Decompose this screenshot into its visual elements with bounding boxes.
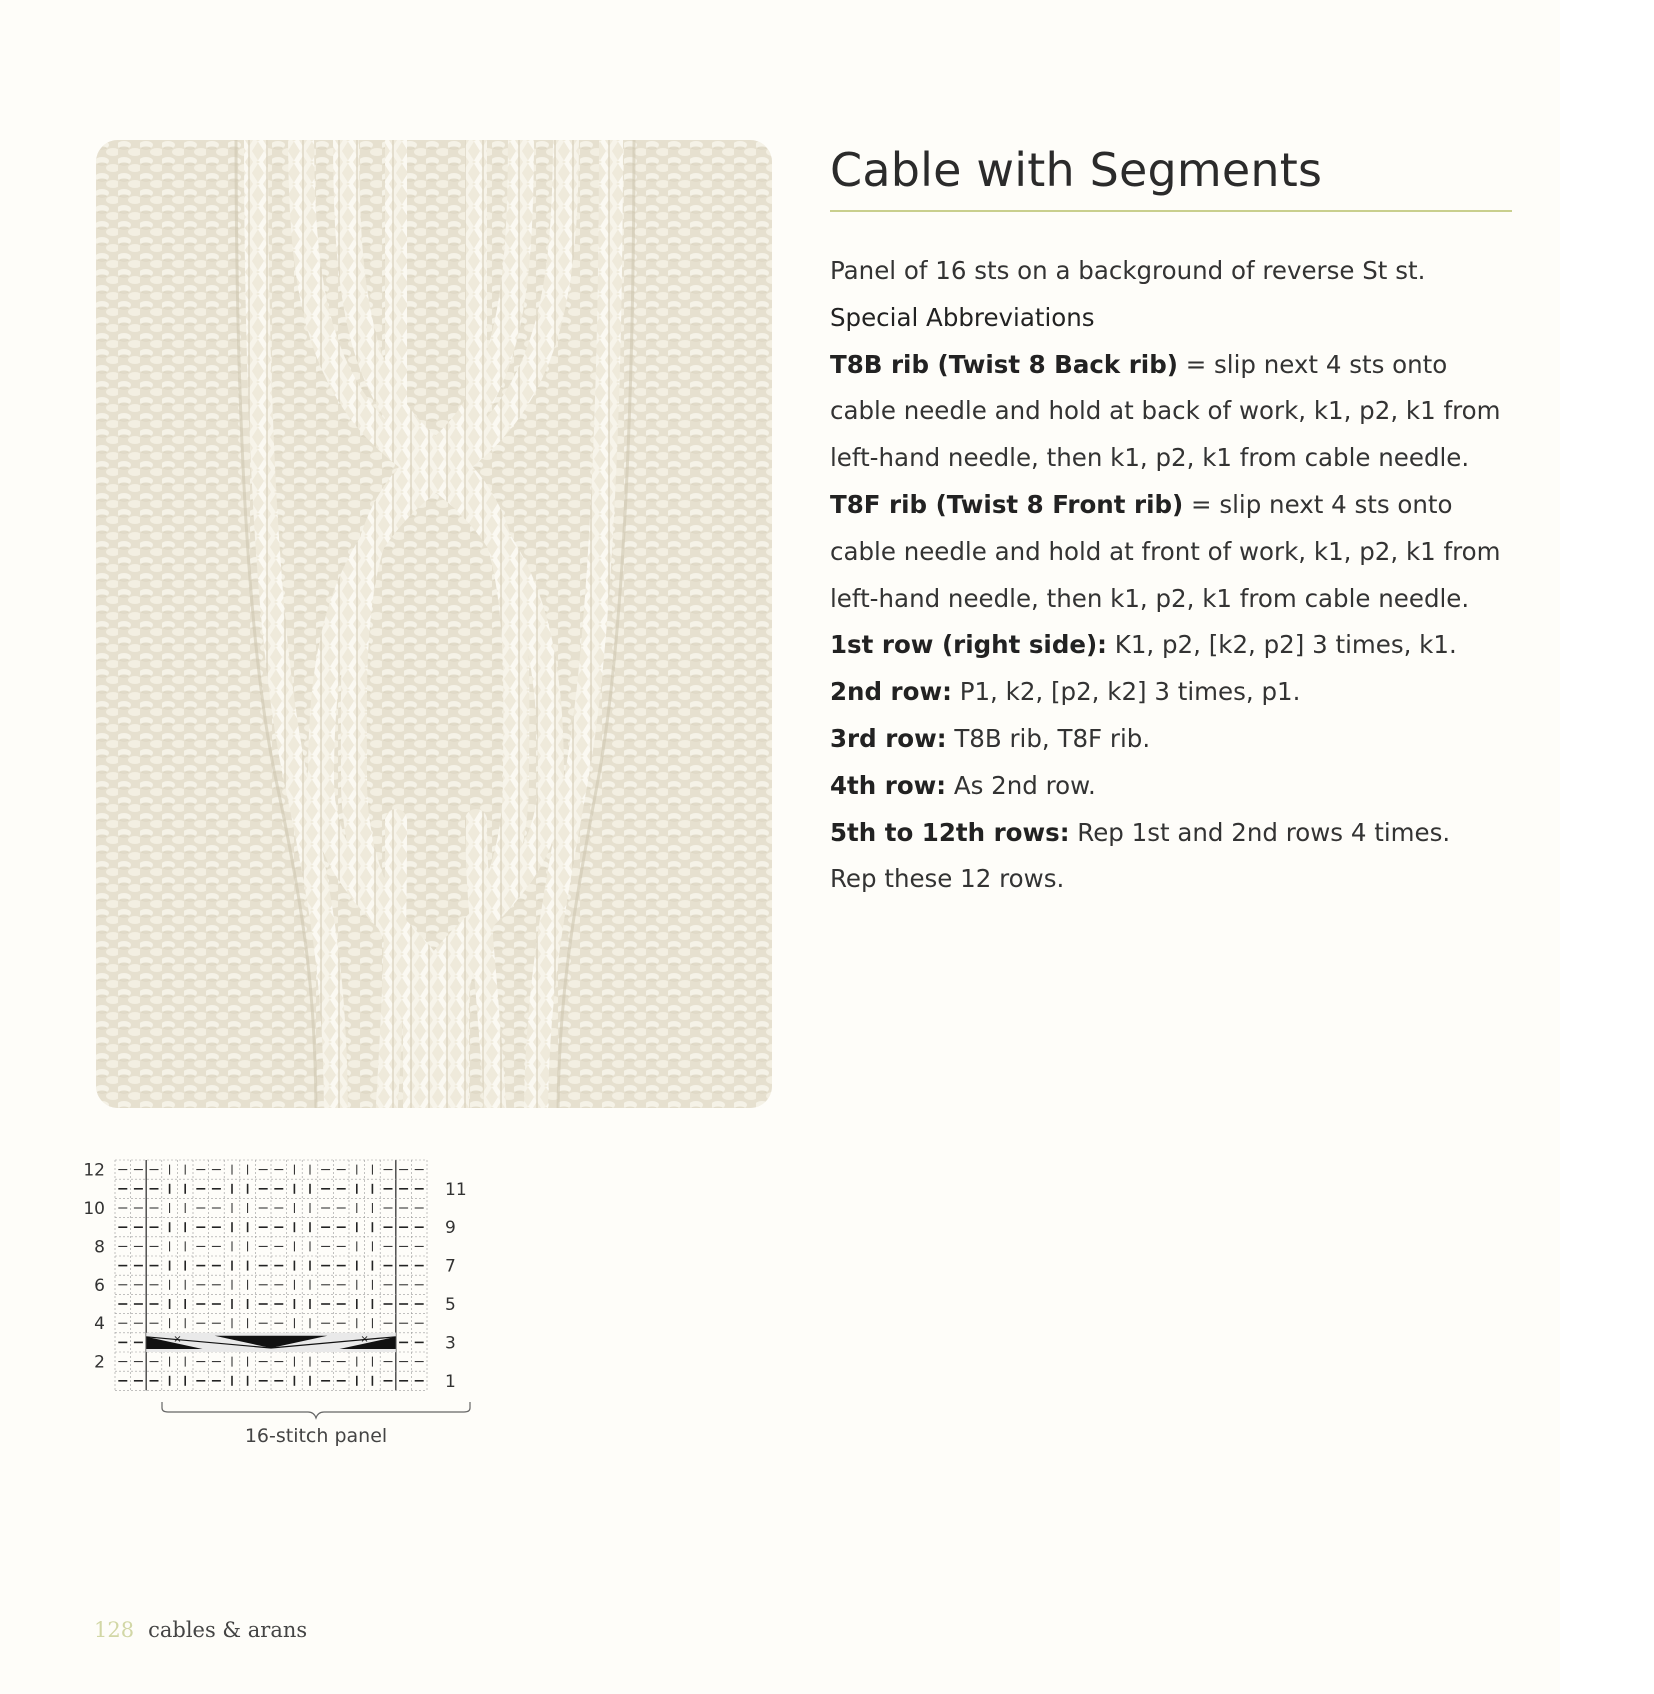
row-instruction [830,763,1520,810]
row-number-right: 7 [445,1256,456,1277]
cable-cross-mark: × [173,1333,182,1345]
cable-cross-mark: × [360,1333,369,1345]
pattern-instructions [830,248,1520,903]
intro-text: Panel of 16 sts on a background of reverse St st. [830,256,1426,285]
abbreviation-term: T8F rib (Twist 8 Front rib) [830,489,1184,519]
page-footer [94,1618,307,1642]
row-number-right: 11 [445,1179,467,1200]
row-text: K1, p2, [k2, p2] 3 times, k1. [1106,630,1457,660]
row-number-left: 6 [94,1275,105,1296]
pattern-title: Cable with Segments [830,143,1323,197]
row-number-right: 9 [445,1218,456,1239]
chart-right-row-numbers [445,1180,467,1392]
row-label: 5th to 12th rows: [830,817,1070,847]
special-abbreviations-heading: Special Abbreviations [830,302,1095,332]
chart-left-row-numbers [83,1161,105,1373]
row-label: 1st row (right side): [830,630,1107,660]
row-number-left: 4 [94,1314,105,1335]
row-label: 2nd row: [830,677,952,707]
title-rule [830,210,1512,212]
knitting-chart [80,1150,560,1454]
abbreviation-t8b [830,342,1520,482]
row-number-right: 1 [445,1371,456,1392]
row-number-left: 12 [83,1160,105,1181]
chart-grid [115,1160,427,1390]
row-instruction [830,669,1520,716]
row-label: 3rd row: [830,723,947,753]
panel-bracket [162,1402,470,1418]
row-number-left: 8 [94,1237,105,1258]
row-instruction [830,810,1520,857]
row-text: P1, k2, [p2, k2] 3 times, p1. [951,677,1301,707]
row-instruction [830,622,1520,669]
row-text: Rep 1st and 2nd rows 4 times. [1069,817,1451,847]
abbreviation-term: T8B rib (Twist 8 Back rib) [830,349,1178,379]
row-text: As 2nd row. [946,770,1096,800]
row-label: 4th row: [830,770,947,800]
abbreviation-t8f [830,482,1520,622]
chart-svg [80,1150,560,1450]
row-instruction [830,716,1520,763]
swatch-photo [96,140,772,1108]
section-name: cables & arans [148,1618,308,1642]
row-number-left: 2 [94,1352,105,1373]
abbreviation-definition: = slip next 4 sts onto cable needle and hold at front of work, k1, p2, k1 from left-hand needle, then k1, p2, k1 from cable needle. [830,489,1501,613]
chart-cable-row [146,1333,396,1352]
closing-text: Rep these 12 rows. [830,864,1065,894]
row-number-right: 3 [445,1333,456,1354]
row-number-left: 10 [83,1199,105,1219]
chart-caption: 16-stitch panel [244,1425,388,1447]
page-number: 128 [94,1618,135,1642]
row-text: T8B rib, T8F rib. [946,723,1151,753]
row-number-right: 5 [445,1295,456,1315]
abbreviation-definition: = slip next 4 sts onto cable needle and hold at back of work, k1, p2, k1 from left-hand needle, then k1, p2, k1 from cable needle. [830,349,1501,473]
